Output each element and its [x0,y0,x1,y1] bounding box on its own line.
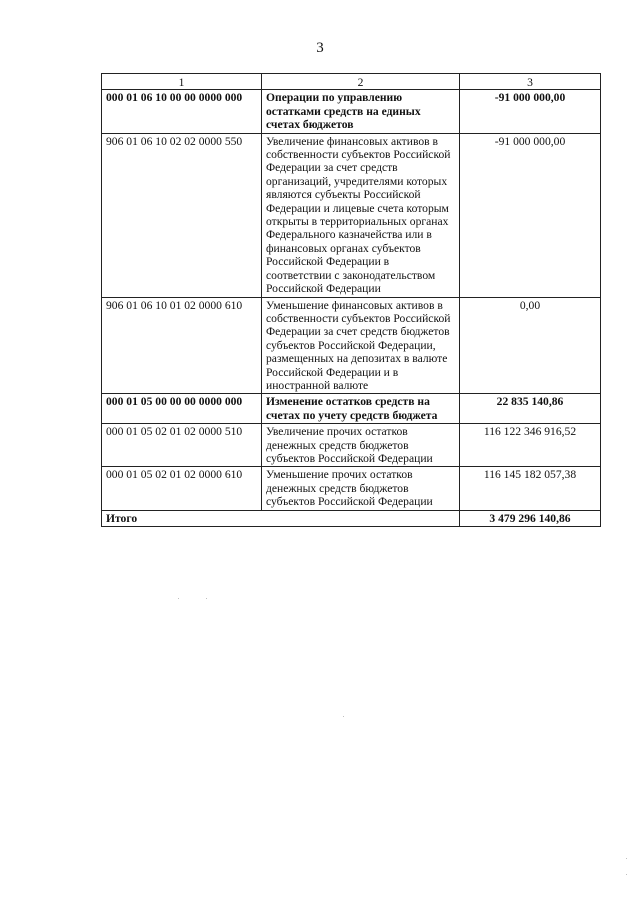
table-row [102,394,601,424]
scan-speck [206,598,207,599]
amount: -91 000 000,00 [460,90,601,133]
table-row [102,424,601,467]
scan-speck [178,598,179,599]
scan-speck [343,716,344,717]
column-number-2: 2 [262,74,460,90]
total-label: Итого [102,510,460,526]
page-number: 3 [316,40,324,56]
scan-speck [626,874,627,875]
operation-name: Увеличение финансовых активов в собственности субъектов Российской Федерации за счет средств организаций, учредителями которых являются субъекты Российской Федерации и лицевые счета которым открыты в территориальных органах Федерального казначейства или в финансовых органах субъектов Российской Федерации в соответствии с законодательством Российской Федерации [262,133,460,297]
amount: 116 145 182 057,38 [460,467,601,510]
total-row [102,510,601,526]
amount: 0,00 [460,297,601,394]
column-number-3: 3 [460,74,601,90]
amount: -91 000 000,00 [460,133,601,297]
scan-speck [626,858,627,859]
operation-name: Увеличение прочих остатков денежных средств бюджетов субъектов Российской Федерации [262,424,460,467]
total-amount: 3 479 296 140,86 [460,510,601,526]
budget-code: 906 01 06 10 02 02 0000 550 [102,133,262,297]
column-number-1: 1 [102,74,262,90]
table-row [102,467,601,510]
budget-code: 000 01 05 02 01 02 0000 610 [102,467,262,510]
table-row [102,133,601,297]
budget-code: 906 01 06 10 01 02 0000 610 [102,297,262,394]
amount: 22 835 140,86 [460,394,601,424]
amount: 116 122 346 916,52 [460,424,601,467]
budget-code: 000 01 06 10 00 00 0000 000 [102,90,262,133]
operation-name: Уменьшение финансовых активов в собственности субъектов Российской Федерации за счет средств бюджетов субъектов Российской Федерации, размещенных на депозитах в валюте Российской Федерации и в иностранной валюте [262,297,460,394]
budget-code: 000 01 05 02 01 02 0000 510 [102,424,262,467]
table-header-row [102,74,601,90]
operation-name: Изменение остатков средств на счетах по учету средств бюджета [262,394,460,424]
sources-of-financing-table [101,73,601,527]
operation-name: Операции по управлению остатками средств на единых счетах бюджетов [262,90,460,133]
budget-code: 000 01 05 00 00 00 0000 000 [102,394,262,424]
table-row [102,297,601,394]
table-row [102,90,601,133]
operation-name: Уменьшение прочих остатков денежных средств бюджетов субъектов Российской Федерации [262,467,460,510]
